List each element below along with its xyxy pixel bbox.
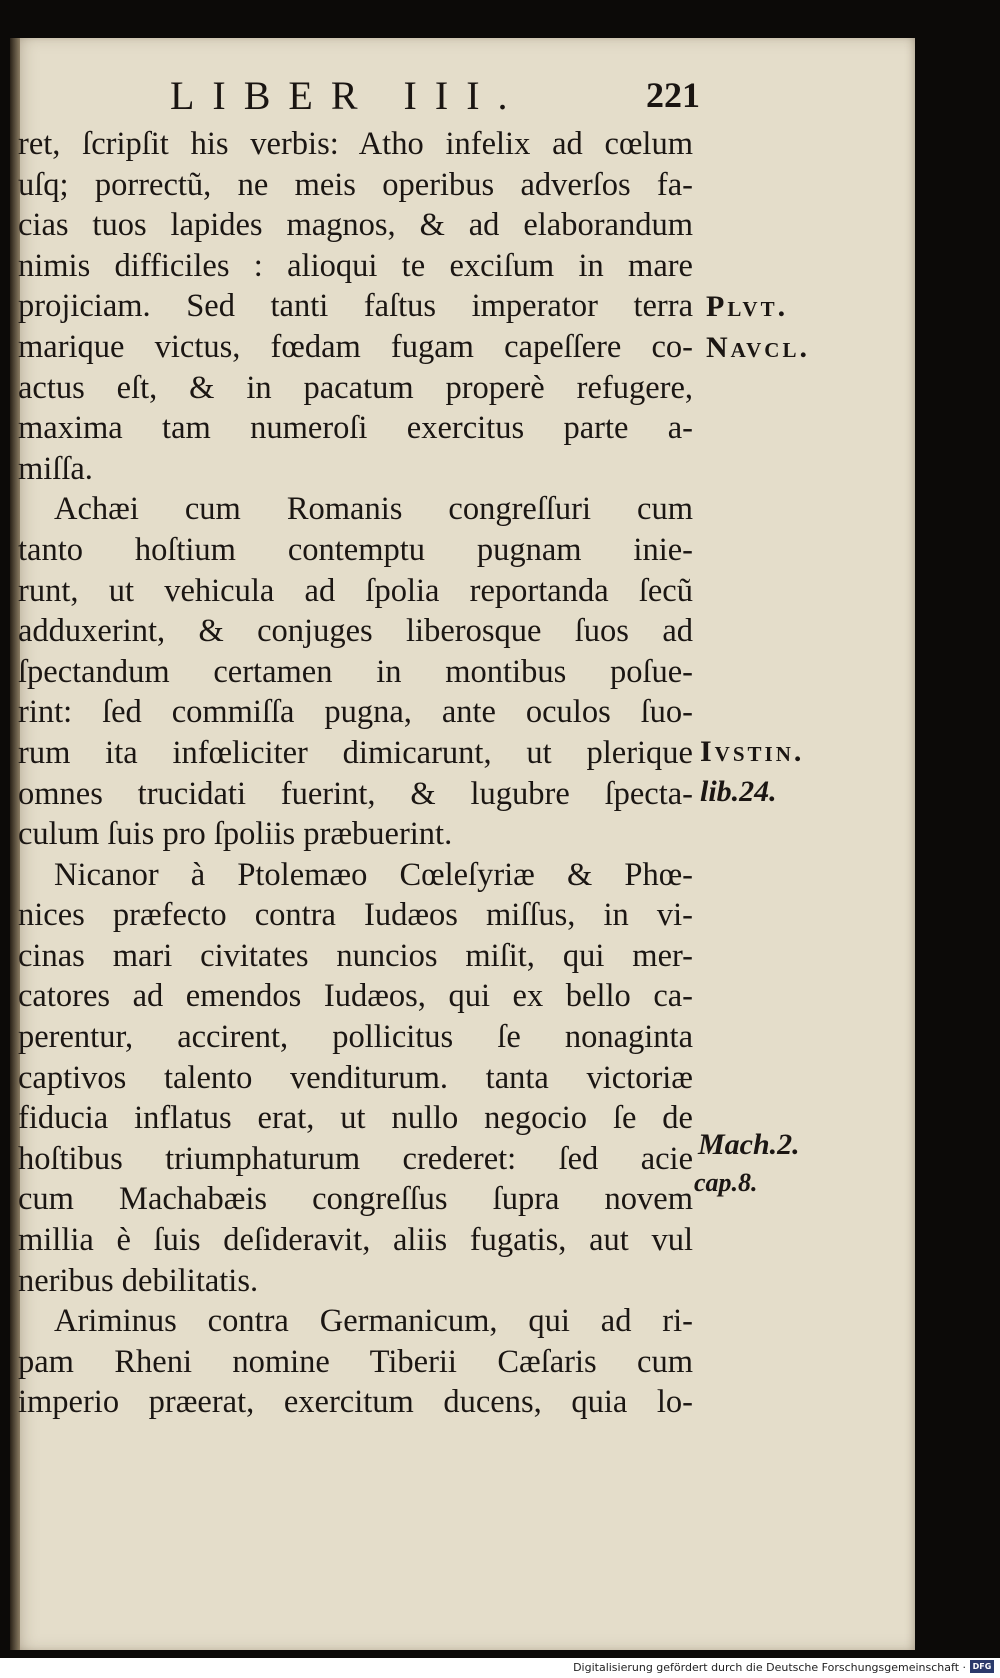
page-number: 221 (646, 75, 700, 115)
text-line: perentur, accirent, pollicitus ſe nonaginta (18, 1019, 693, 1056)
text-line: miſſa. (18, 450, 93, 487)
text-line: projiciam. Sed tanti faſtus imperator terra (18, 288, 693, 325)
text-line: fiducia inflatus erat, ut nullo negocio ſe de (18, 1100, 693, 1137)
text-line: culum ſuis pro ſpoliis præbuerint. (18, 816, 453, 853)
paragraph-start-line: Achæi cum Romanis congreſſuri cum (54, 491, 693, 528)
text-line: rum ita infœliciter dimicarunt, ut plerique (18, 734, 693, 771)
text-line: cias tuos lapides magnos, & ad elaborandum (18, 207, 693, 244)
text-line: hoſtibus triumphaturum crederet: ſed acie (18, 1140, 693, 1177)
margin-note-lib: lib.24. (700, 775, 777, 808)
footer-credit: Digitalisierung gefördert durch die Deutsche Forschungsgemeinschaft · (573, 1661, 966, 1674)
text-line: ret, ſcripſit his verbis: Atho infelix ad cœlum (18, 126, 693, 162)
text-line: catores ad emendos Iudæos, qui ex bello ca- (18, 978, 693, 1015)
text-line: uſq; porrectũ, ne meis operibus adverſos fa- (18, 166, 693, 203)
text-line: cinas mari civitates nuncios miſit, qui mer- (18, 937, 693, 974)
text-line: cum Machabæis congreſſus ſupra novem (18, 1181, 693, 1218)
margin-note-iustin: Ivstin. (700, 735, 805, 768)
text-line: tanto hoſtium contemptu pugnam inie- (18, 531, 693, 568)
text-line: millia è ſuis deſideravit, aliis fugatis, aut vul (18, 1222, 693, 1259)
text-line: nimis difficiles : alioqui te exciſum in mare (18, 247, 693, 284)
text-line: rint: ſed commiſſa pugna, ante oculos ſuo- (18, 694, 693, 731)
text-line: ſpectandum certamen in montibus poſue- (18, 653, 693, 690)
dfg-logo: DFG (970, 1660, 994, 1673)
page-header (170, 72, 700, 122)
paragraph-start-line: Ariminus contra Germanicum, qui ad ri- (54, 1303, 693, 1340)
text-line: adduxerint, & conjuges liberosque ſuos ad (18, 613, 693, 650)
margin-note-naucl: Navcl. (706, 331, 810, 364)
text-line: imperio præerat, exercitum ducens, quia lo- (18, 1384, 693, 1421)
text-line: marique victus, fœdam fugam capeſſere co- (18, 328, 693, 365)
running-head: LIBER III. (170, 73, 526, 118)
text-line: neribus debilitatis. (18, 1262, 259, 1299)
paragraph-start-line: Nicanor à Ptolemæo Cœleſyriæ & Phœ- (54, 856, 693, 893)
text-line: pam Rheni nomine Tiberii Cæſaris cum (18, 1343, 693, 1380)
text-line: nices præfecto contra Iudæos miſſus, in vi- (18, 897, 693, 934)
margin-note-cap: cap.8. (694, 1168, 758, 1197)
text-line: omnes trucidati fuerint, & lugubre ſpecta- (18, 775, 693, 812)
text-line: captivos talento venditurum. tanta victoriæ (18, 1059, 693, 1096)
body-text (18, 124, 693, 1423)
margin-note-mach: Mach.2. (698, 1128, 800, 1161)
text-line: actus eſt, & in pacatum properè refugere, (18, 369, 693, 406)
text-line: maxima tam numeroſi exercitus parte a- (18, 410, 693, 447)
text-line: runt, ut vehicula ad ſpolia reportanda ſecũ (18, 572, 693, 609)
margin-note-plut: Plvt. (706, 290, 789, 323)
